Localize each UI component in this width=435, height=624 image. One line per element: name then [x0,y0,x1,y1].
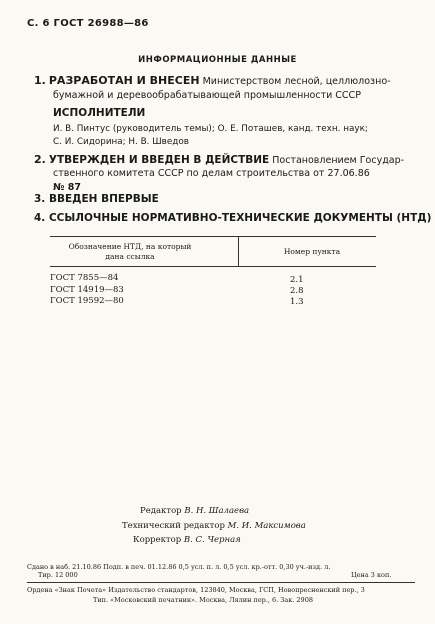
section-4: 4. ССЫЛОЧНЫЕ НОРМАТИВНО-ТЕХНИЧЕСКИЕ ДОКУМЕНТЫ (НТД) [34,212,432,224]
table-column-divider [238,236,239,266]
table-top-rule [50,236,376,237]
table-cell-item: 1.3 [290,297,304,307]
credit-tech-name: М. И. Максимова [227,521,306,531]
table-header-rule [50,266,376,267]
section-2-heading: УТВЕРЖДЕН И ВВЕДЕН В ДЕЙСТВИЕ [48,154,270,166]
credit-tech-role: Технический редактор [122,521,225,531]
section-1-text: Министерством лесной, целлюлозно- [202,76,391,87]
table-header-document: Обозначение НТД, на который дана ссылка [68,242,192,261]
section-1-heading: РАЗРАБОТАН И ВНЕСЕН [48,74,200,87]
performers-line-2: С. И. Сидорина; Н. В. Шведов [53,137,189,147]
section-2-text: Постановлением Государ- [272,155,405,166]
table-cell-doc: ГОСТ 7855—84 [50,273,119,283]
imprint-line-2-right: Цена 3 коп. [351,571,392,579]
credit-proof-name: В. С. Черная [183,535,241,545]
section-title: ИНФОРМАЦИОННЫЕ ДАННЫЕ [138,55,297,65]
imprint-rule [27,582,415,583]
performers-heading: ИСПОЛНИТЕЛИ [53,107,146,119]
credit-proof-role: Корректор [133,535,182,545]
section-1-line-1 [34,74,391,87]
section-3: 3. ВВЕДЕН ВПЕРВЫЕ [34,193,159,205]
performers-line-1: И. В. Пинтус (руководитель темы); О. Е. Поташев, канд. техн. наук; [53,124,368,134]
section-2-line-3: № 87 [53,182,81,193]
table-cell-item: 2.8 [290,286,304,296]
credit-editor [140,506,249,516]
credit-proofreader [133,535,241,545]
credit-editor-name: В. Н. Шалаева [184,506,250,516]
section-2-line-1 [34,153,404,166]
credit-editor-role: Редактор [140,506,182,516]
credit-tech-editor [122,521,306,531]
imprint-footer-1: Ордена «Знак Почета» Издательство стандартов, 123840, Москва, ГСП, Новопресненский пер., 3 [27,586,365,594]
table-header-item: Номер пункта [283,247,341,256]
section-2-line-2: ственного комитета СССР по делам строительства от 27.06.86 [53,168,370,179]
section-2-number: 2. [34,153,46,166]
section-1-line-2: бумажной и деревообрабатывающей промышленности СССР [53,90,361,101]
page-header: С. 6 ГОСТ 26988—86 [27,18,149,29]
imprint-line-1: Сдано в наб. 21.10.86 Подп. в печ. 01.12.86 0,5 усл. п. л. 0,5 усл. кр.-отт. 0,30 уч.-изд. л. [27,563,331,571]
table-cell-doc: ГОСТ 19592—80 [50,296,124,306]
imprint-footer-2: Тип. «Московский печатник». Москва, Лялин пер., 6. Зак. 2908 [93,596,313,604]
table-cell-doc: ГОСТ 14919—83 [50,285,124,295]
section-1-number: 1. [34,74,46,87]
imprint-line-2-left: Тир. 12 000 [38,571,78,579]
table-cell-item: 2.1 [290,275,304,285]
